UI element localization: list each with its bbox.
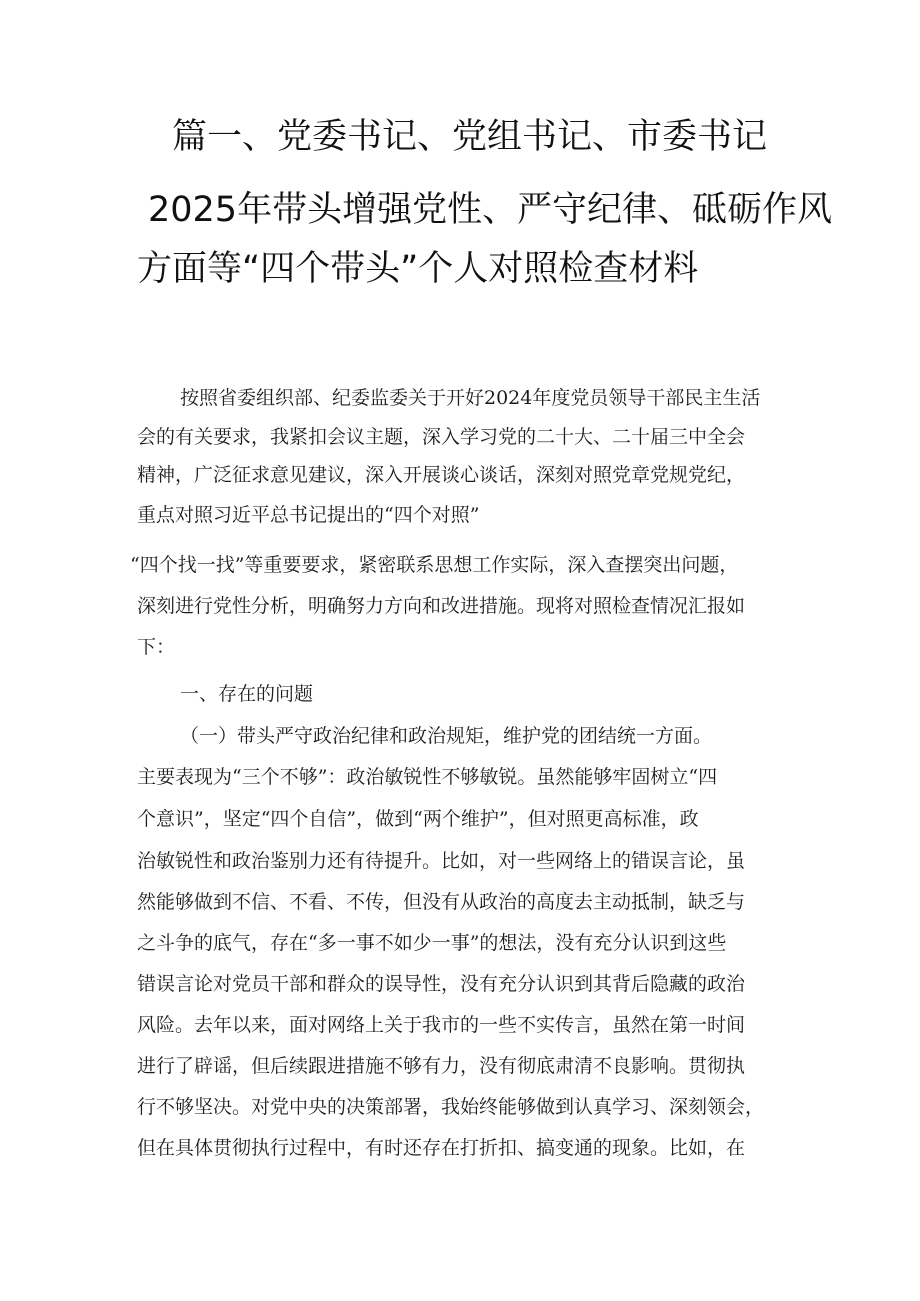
body-line-7: 下：: [137, 636, 176, 658]
body-line-16: 风险。去年以来，面对网络上关于我市的一些不实传言，虽然在第一时间: [137, 1014, 746, 1036]
body-line-4: 重点对照习近平总书记提出的“四个对照”: [137, 504, 480, 526]
body-line-15: 错误言论对党员干部和群众的误导性，没有充分认识到其背后隐藏的政治: [137, 973, 746, 995]
body-line-17: 进行了辟谣，但后续跟进措施不够有力，没有彻底肃清不良影响。贯彻执: [137, 1055, 746, 1077]
body-line-12: 治敏锐性和政治鉴别力还有待提升。比如，对一些网络上的错误言论，虽: [137, 850, 746, 872]
document-title-line-2: 2025年带头增强党性、严守纪律、砥砺作风: [148, 190, 833, 230]
document-title-line-1: 篇一、党委书记、党组书记、市委书记: [172, 117, 768, 157]
subsection-heading-1: （一）带头严守政治纪律和政治规矩，维护党的团结统一方面。: [180, 725, 713, 747]
body-line-19: 但在具体贯彻执行过程中，有时还存在打折扣、搞变通的现象。比如，在: [137, 1137, 746, 1159]
body-line-6: 深刻进行党性分析，明确努力方向和改进措施。现将对照检查情况汇报如: [137, 595, 746, 617]
body-line-1: 按照省委组织部、纪委监委关于开好2024年度党员领导干部民主生活: [180, 387, 761, 409]
document-title-line-3: 方面等“四个带头”个人对照检查材料: [137, 249, 699, 289]
body-line-2: 会的有关要求，我紧扣会议主题，深入学习党的二十大、二十届三中全会: [137, 426, 746, 448]
body-line-14: 之斗争的底气，存在“多一事不如少一事”的想法，没有充分认识到这些: [137, 932, 727, 954]
body-line-13: 然能够做到不信、不看、不传，但没有从政治的高度去主动抵制，缺乏与: [137, 891, 746, 913]
section-heading-problems: 一、存在的问题: [180, 683, 314, 705]
body-line-5: “四个找一找”等重要要求，紧密联系思想工作实际，深入查摆突出问题，: [130, 554, 739, 576]
body-line-18: 行不够坚决。对党中央的决策部署，我始终能够做到认真学习、深刻领会，: [137, 1096, 765, 1118]
body-line-11: 个意识”，坚定“四个自信”，做到“两个维护”，但对照更高标准，政: [137, 808, 699, 830]
body-line-10: 主要表现为“三个不够”：政治敏锐性不够敏锐。虽然能够牢固树立“四: [137, 766, 718, 788]
body-line-3: 精神，广泛征求意见建议，深入开展谈心谈话，深刻对照党章党规党纪，: [137, 464, 746, 486]
